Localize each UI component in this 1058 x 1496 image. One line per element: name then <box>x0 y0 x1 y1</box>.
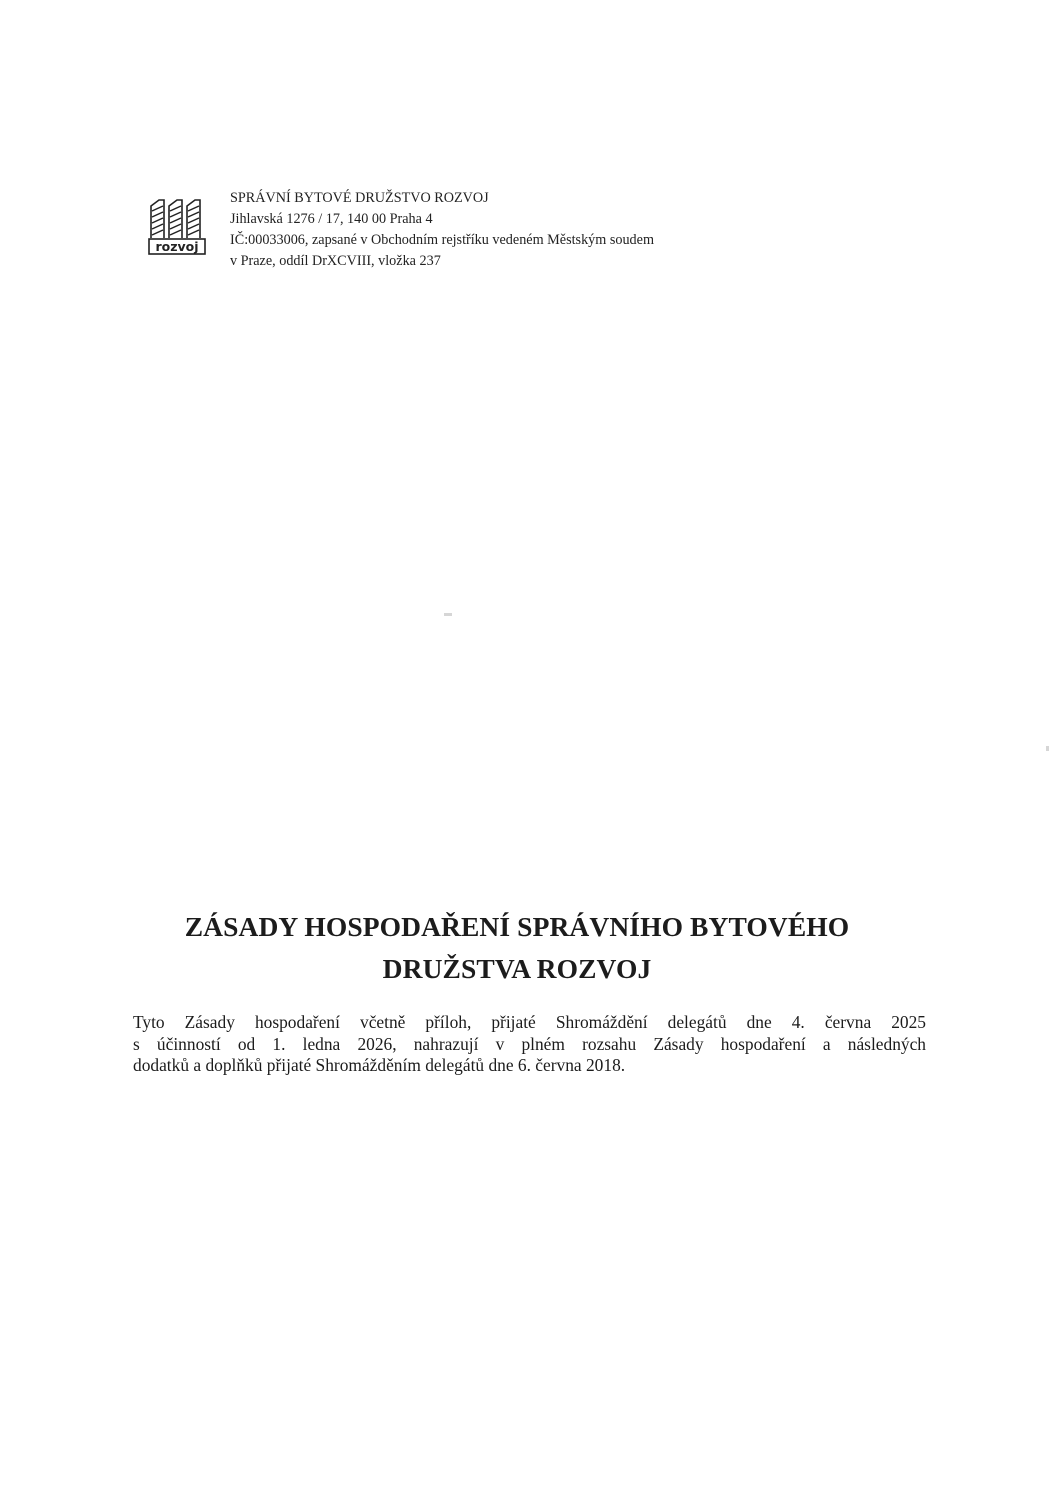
organization-registration: IČ:00033006, zapsané v Obchodním rejstříku vedeném Městským soudem <box>230 232 654 248</box>
intro-paragraph <box>133 1012 926 1077</box>
organization-registration-detail: v Praze, oddíl DrXCVIII, vložka 237 <box>230 253 441 269</box>
intro-line-1: Tyto Zásady hospodaření včetně příloh, přijaté Shromáždění delegátů dne 4. června 2025 <box>133 1012 926 1032</box>
document-title-line-2: DRUŽSTVA ROZVOJ <box>382 953 652 984</box>
rozvoj-logo-icon <box>147 194 207 256</box>
organization-info <box>230 188 654 272</box>
intro-line-2: s účinností od 1. ledna 2026, nahrazují v plném rozsahu Zásady hospodaření a následných <box>133 1033 926 1054</box>
intro-line-3: dodatků a doplňků přijaté Shromážděním delegátů dne 6. června 2018. <box>133 1055 626 1075</box>
document-title-line-1: ZÁSADY HOSPODAŘENÍ SPRÁVNÍHO BYTOVÉHO <box>184 911 850 942</box>
logo-text: rozvoj <box>155 239 199 254</box>
organization-address: Jihlavská 1276 / 17, 140 00 Praha 4 <box>230 211 433 227</box>
organization-name: SPRÁVNÍ BYTOVÉ DRUŽSTVO ROZVOJ <box>230 190 489 206</box>
document-title <box>0 906 1034 990</box>
scan-artifact <box>444 613 452 616</box>
letterhead <box>147 188 654 272</box>
scan-artifact <box>1046 746 1049 751</box>
